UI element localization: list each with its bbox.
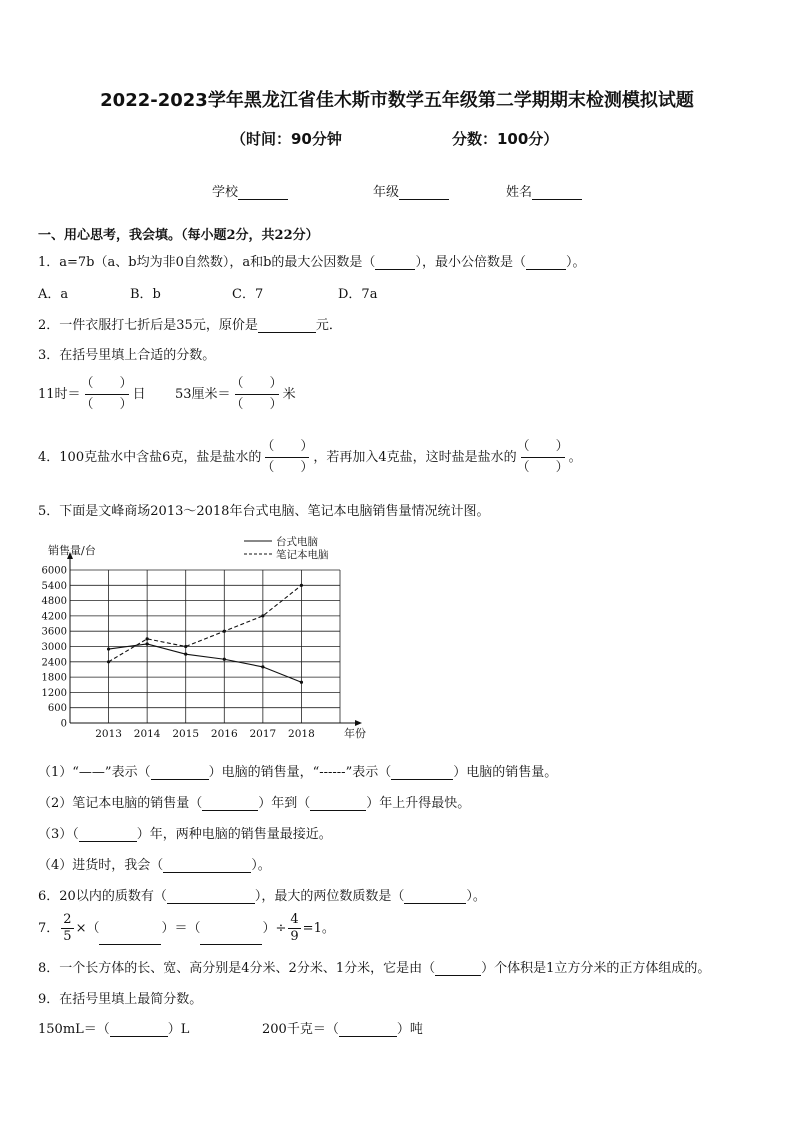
data-point: [300, 681, 303, 684]
q1-option-c[interactable]: C．7: [232, 287, 264, 302]
y-tick-label: 5400: [41, 580, 67, 592]
data-point: [146, 637, 149, 640]
y-tick-label: 1200: [41, 687, 67, 699]
x-tick-label: 2017: [249, 728, 277, 740]
y-axis-title: 销售量/台: [48, 544, 96, 557]
x-tick-label: 2018: [288, 728, 315, 740]
q5-sub-2: （2）笔记本电脑的销售量（ ）年到（ ）年上升得最快。: [38, 796, 471, 811]
data-point: [261, 665, 264, 668]
y-tick-label: 4800: [41, 596, 67, 608]
series-line: [109, 585, 302, 662]
y-tick-label: 1800: [41, 672, 67, 684]
question-3: 3．在括号里填上合适的分数。: [38, 348, 216, 363]
data-point: [261, 614, 264, 617]
x-axis-title: 年份: [344, 727, 366, 740]
q5-sub-3: （3）（ ）年，两种电脑的销售量最接近。: [38, 827, 332, 842]
data-point: [107, 647, 110, 650]
q9-item-b: 200千克＝（ ）吨: [262, 1022, 423, 1037]
question-2: 2．一件衣服打七折后是35元，原价是 元．: [38, 318, 342, 333]
question-4: 4．100克盐水中含盐6克，盐是盐水的 （ ） （ ） ，若再加入4克盐，这时盐是盐水的 （ ） （ ） 。: [38, 439, 582, 475]
sales-line-chart: [30, 530, 370, 745]
section-heading: 一、用心思考，我会填。（每小题2分，共22分）: [38, 228, 319, 243]
y-tick-label: 3000: [41, 642, 67, 653]
question-9: 9．在括号里填上最简分数。: [38, 992, 203, 1007]
y-tick-label: 4200: [41, 611, 67, 623]
legend-label: 笔记本电脑: [276, 549, 329, 561]
data-point: [184, 645, 187, 648]
y-tick-label: 2400: [41, 657, 67, 669]
x-tick-label: 2015: [172, 728, 200, 740]
school-field[interactable]: 学校: [212, 181, 288, 200]
question-8: 8．一个长方体的长、宽、高分别是4分米、2分米、1分米，它是由（ ）个体积是1立方分米的正方体组成的。: [38, 961, 711, 976]
data-point: [146, 642, 149, 645]
question-5: 5．下面是文峰商场2013～2018年台式电脑、笔记本电脑销售量情况统计图。: [38, 504, 490, 519]
question-7: 7． $\frac{2}{5}$ ×（ ）＝（ ）÷ $\frac{4}{9}$ =1。: [38, 912, 335, 944]
data-point: [107, 660, 110, 663]
x-tick-label: 2014: [133, 728, 161, 740]
q5-sub-4: （4）进货时，我会（ ）。: [38, 858, 271, 873]
x-tick-label: 2013: [95, 728, 122, 740]
q5-sub-1: （1）“——”表示（ ）电脑的销售量，“------”表示（ ）电脑的销售量。: [38, 765, 558, 780]
data-point: [184, 653, 187, 656]
q1-option-a[interactable]: A．a: [38, 287, 69, 302]
q1-option-d[interactable]: D．7a: [338, 287, 378, 302]
name-field[interactable]: 姓名: [506, 181, 582, 200]
y-tick-label: 3600: [41, 626, 67, 638]
y-tick-label: 600: [47, 703, 67, 715]
x-axis-arrow: [355, 720, 362, 726]
question-6: 6．20以内的质数有（ ），最大的两位数质数是（ ）。: [38, 889, 486, 904]
data-point: [223, 630, 226, 633]
grade-field[interactable]: 年级: [373, 181, 449, 200]
q9-item-a: 150mL＝（ ）L: [38, 1022, 190, 1037]
y-tick-label: 6000: [41, 565, 67, 577]
legend-label: 台式电脑: [276, 536, 318, 548]
q3-item-a: 11时＝ （ ） （ ） 日: [38, 376, 146, 412]
question-1: 1．a=7b（a、b均为非0自然数），a和b的最大公因数是（ ），最小公倍数是（ ）。: [38, 255, 586, 270]
q3-item-b: 53厘米＝ （ ） （ ） 米: [175, 376, 296, 412]
q1-option-b[interactable]: B．b: [130, 287, 161, 302]
exam-score: 分数：100分）: [452, 130, 559, 148]
series-line: [109, 644, 302, 682]
x-tick-label: 2016: [210, 728, 238, 740]
data-point: [223, 658, 226, 661]
page-title: 2022-2023学年黑龙江省佳木斯市数学五年级第二学期期末检测模拟试题: [100, 90, 694, 111]
y-tick-label: 0: [60, 718, 67, 730]
exam-time: （时间：90分钟: [231, 130, 342, 148]
data-point: [300, 584, 303, 587]
